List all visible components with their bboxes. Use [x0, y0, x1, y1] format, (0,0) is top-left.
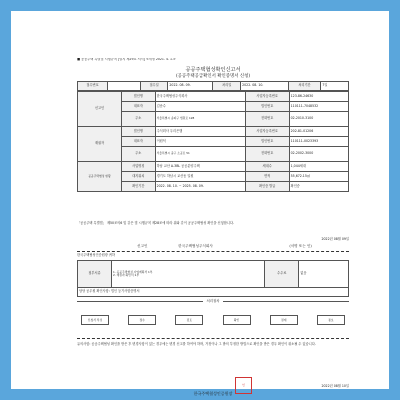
issuing-organization: 한국주택협성인증원장 [193, 391, 233, 396]
attachment-label: 첨부서류 [78, 261, 112, 288]
row-label: 대지위치 [121, 172, 155, 182]
official-check: 담당 공무원 확인사항: 법인 등기사항증명서 [78, 288, 349, 297]
process-step: 확인 [223, 315, 251, 325]
attachment-value: 1. 공공주택협성 사업계획서 1부 2. 재권자 확인서 1부 [112, 261, 265, 288]
recipient-label: 한국주택협성인증원장 귀하 [77, 253, 115, 257]
form-note: ■ 공공주택 특별법 시행규칙 [별지 제29호 서식] <개정 2021. 4. 1.> [77, 58, 176, 61]
process-step: 통보 [317, 315, 345, 325]
document-title: 공공주택협성확인신고서 [185, 67, 241, 73]
table-row [78, 162, 349, 172]
process-date: 2022. 08. 10. [241, 82, 289, 91]
row-label: 확인기간 [121, 182, 155, 192]
row-label: 주소 [121, 147, 155, 162]
row-label: 대표자 [121, 102, 155, 112]
receipt-number [108, 82, 141, 91]
row-value-2: 110111-7048532 [289, 102, 348, 112]
row-label-2: 면적 [245, 172, 289, 182]
row-label: 주소 [121, 112, 155, 127]
row-label: 법인명 [121, 92, 155, 102]
row-value-2: 110111-0023393 [289, 137, 348, 147]
divider [77, 338, 349, 339]
row-value-2: 1,044세대 [289, 162, 348, 172]
row-value: 김준수 [155, 102, 245, 112]
period-value: 7일 [321, 82, 349, 91]
process-step: 접수 [128, 315, 156, 325]
notice-text: 유의사항: 공공주택협성 확인을 받은 후 변경사항이 있는 경우에는 변경 신고를 하여야 하며, 거짓이나 그 밖의 부정한 방법으로 확인을 받은 경우 확인이 취소될 수 있습니다. [77, 342, 316, 346]
process-steps [81, 315, 345, 325]
frame [11, 11, 389, 396]
fee-label: 수수료 [265, 261, 299, 288]
receipt-date-label: 접수일 [140, 82, 168, 91]
declaration-text: 「공공주택 특별법」 제50조의6 및 같은 법 시행규칙 제28조에 따라 위와 같이 공공주택협성 확인을 신청합니다. [77, 221, 234, 225]
row-value-2: 55,672.15㎡ [289, 172, 348, 182]
row-label-2: 세대수 [245, 162, 289, 172]
divider [77, 251, 349, 252]
signature-row [137, 244, 349, 248]
table-row [78, 127, 349, 137]
group-label: 공공주택협성 현황 [78, 162, 122, 192]
group-label: 신고인 [78, 92, 122, 127]
row-label-2: 사업자등록번호 [245, 92, 289, 102]
row-value: 한국주택협성주식회사 [155, 92, 245, 102]
row-label: 법인명 [121, 127, 155, 137]
fee-value: 없음 [299, 261, 349, 288]
application-date: 2022년 08월 09일 [321, 237, 349, 241]
row-value-2: 02-2010-3100 [289, 112, 348, 127]
official-seal: 인 [235, 377, 252, 394]
row-value: 이원덕 [155, 137, 245, 147]
process-heading-label: 처리절차 [203, 299, 222, 303]
row-value: 주식회사 우리은행 [155, 127, 245, 137]
document-subtitle: (공공주택공급확인서 확인증명서 신청) [175, 74, 251, 79]
main-table [77, 91, 349, 192]
row-value: 서울특별시 송파구 법원로 128 [155, 112, 245, 127]
applicant-name: 한국주택협성주식회사 [178, 244, 213, 248]
row-value-2: 02-2002-3000 [289, 147, 348, 162]
issue-date: 2022년 08월 10일 [321, 384, 349, 388]
period-label: 처리기간 [288, 82, 321, 91]
group-label: 재권자 [78, 127, 122, 162]
row-label-2: 전화번호 [245, 147, 289, 162]
row-label: 사업명칭 [121, 162, 155, 172]
attachment-table [77, 260, 349, 297]
row-label-2: 사업자등록번호 [245, 127, 289, 137]
process-step: 결재 [270, 315, 298, 325]
row-value: 2022. 08. 10. ~ 2025. 08. 09. [155, 182, 245, 192]
applicant-label: 신고인 [137, 244, 148, 248]
row-label-2: 법인번호 [245, 102, 289, 112]
process-step: 신청서 작성 [81, 315, 109, 325]
document-page [77, 56, 349, 396]
process-date-label: 처리일 [213, 82, 241, 91]
process-step: 검토 [175, 315, 203, 325]
receipt-meta [77, 81, 349, 91]
row-value: 서울특별시 중구 소공로 51 [155, 147, 245, 162]
row-value-2: 202-81-01206 [289, 127, 348, 137]
receipt-label: 접수번호 [78, 82, 108, 91]
process-heading [77, 299, 349, 303]
row-value-2: 123-86-24630 [289, 92, 348, 102]
row-label: 대표자 [121, 137, 155, 147]
row-value: 경기도 하남시 교산동 일원 [155, 172, 245, 182]
row-label-2: 법인번호 [245, 137, 289, 147]
receipt-date: 2022. 08. 09. [168, 82, 213, 91]
table-row [78, 92, 349, 102]
sign-label: (서명 또는 인) [289, 244, 312, 248]
row-value: 하남 교산 A-3BL 공공분양주택 [155, 162, 245, 172]
row-value-2: 확인증 [289, 182, 348, 192]
row-label-2: 전화번호 [245, 112, 289, 127]
row-label-2: 확인증 발급 [245, 182, 289, 192]
